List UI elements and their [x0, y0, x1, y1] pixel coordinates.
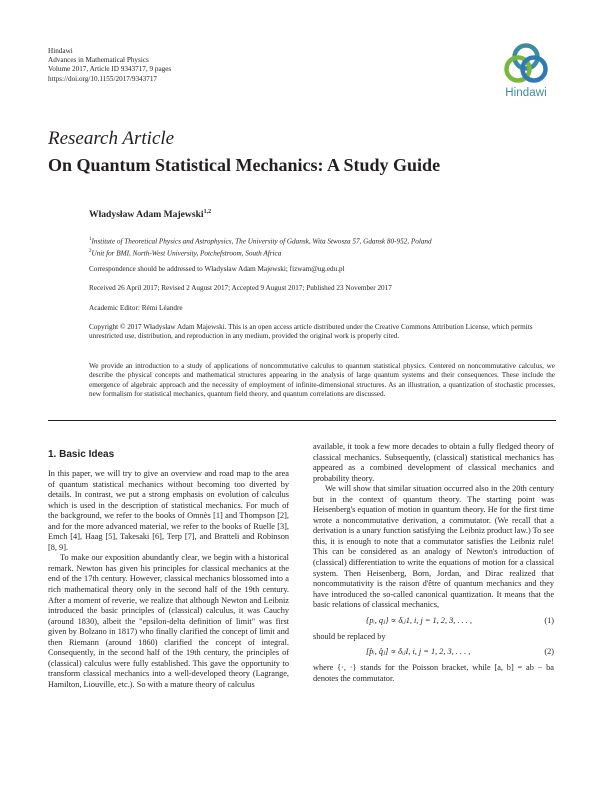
section-heading: 1. Basic Ideas — [48, 449, 115, 460]
academic-editor: Academic Editor: Rémi Léandre — [89, 304, 183, 312]
affiliation-1-text: Institute of Theoretical Physics and Astrophysics, The University of Gdansk, Wita Stwosza 57, Gdansk 80-952, Poland — [91, 237, 432, 246]
equation-1-body: {pᵢ, qⱼ} ∝ δᵢⱼ1, i, j = 1, 2, 3, . . . , — [366, 615, 472, 625]
affiliation-1 — [89, 235, 555, 247]
equation-1-number: (1) — [544, 615, 554, 625]
publisher-name: Hindawi — [48, 47, 73, 55]
paragraph: In this paper, we will try to give an overview and road map to the area of quantum statistical mechanics without becoming too diverted by details. In contrast, we put a strong emphasis on evolution of calculus which is used in the description of statistical mechanics. For much of the background, we refer to the books of Omnès [1] and Thompson [2], and for the more advanced material, we refer to the books of Ruelle [3], Emch [4], Haag [5], Takesaki [6], Terp [7], and Bratteli and Robinson [8, 9]. — [48, 469, 289, 552]
article-title: On Quantum Statistical Mechanics: A Study Guide — [48, 155, 441, 175]
equation-1 — [313, 611, 554, 632]
affiliation-2-text: Unit for BMI, North-West University, Potchefstroom, South Africa — [91, 249, 282, 258]
history-dates: Received 26 April 2017; Revised 2 August 2017; Accepted 9 August 2017; Published 23 November 2017 — [89, 284, 392, 292]
left-column — [48, 469, 289, 690]
right-column — [313, 442, 554, 684]
paragraph: available, it took a few more decades to obtain a fully fledged theory of classical mechanics. Subsequently, (classical) statistical mechanics has appeared as a combined development of classical mechanics and probability theory. — [313, 442, 554, 483]
doi-link[interactable]: https://doi.org/10.1155/2017/9343717 — [48, 74, 158, 83]
equation-2 — [313, 642, 554, 663]
equation-2-body: [p̂ᵢ, q̂ⱼ] ∝ δᵢⱼI, i, j = 1, 2, 3, . . . , — [366, 647, 471, 657]
copyright-notice: Copyright © 2017 Władysław Adam Majewski. This is an open access article distributed under the Creative Commons Attribution License, which permits unrestricted use, distribution, and reproduction in any medium, provided the original work is properly cited. — [89, 323, 533, 341]
article-type: Research Article — [48, 128, 175, 149]
paragraph: To make our exposition abundantly clear, we begin with a historical remark. Newton has given his principles for classical mechanics at the end of the 17th century. However, classical mechanics blossomed into a rich mathematical theory only in the second half of the 19th century. After a moment of reverie, we realize that although Newton and Leibniz introduced the basic principles of (classical) calculus, it was Cauchy (around 1830), albeit the "epsilon-delta definition of limit" was first given by Bolzano in 1817) who finally clarified the concept of limit and then Riemann (around 1860) clarified the concept of integral. Consequently, in the second half of the 19th century, the principles of (classical) calculus were fully established. This gave the opportunity to transform classical mechanics into a well-developed theory (Lagrange, Hamilton, Liouville, etc.). So with a mature theory of calculus — [48, 553, 289, 689]
affiliation-2-mark: 2 — [89, 248, 92, 254]
journal-meta — [48, 47, 171, 84]
abstract: We provide an introduction to a study of applications of noncommutative calculus to quantum statistical physics. Centered on noncommutative calculus, we describe the physical concepts and mathematical structures appearing in the analysis of large quantum systems and their consequences. These include the emergence of algebraic approach and the necessity of employment of infinite-dimensional structures. As an illustration, a quantization of stochastic processes, new formalism for statistical mechanics, quantum field theory, and quantum correlations are discussed. — [89, 362, 555, 399]
equation-2-number: (2) — [544, 647, 554, 657]
affiliation-2 — [89, 247, 555, 259]
affiliations — [89, 235, 555, 259]
equation-connector: should be replaced by — [313, 631, 386, 641]
author-line — [89, 209, 211, 220]
correspondence: Correspondence should be addressed to Władysław Adam Majewski; fizwam@ug.edu.pl — [89, 265, 345, 273]
section-divider — [48, 420, 556, 421]
volume-line: Volume 2017, Article ID 9343717, 9 pages — [48, 65, 172, 74]
affiliation-1-mark: 1 — [89, 237, 92, 242]
hindawi-logo — [496, 40, 556, 106]
logo-wordmark: Hindawi — [505, 87, 547, 99]
paragraph: We will show that similar situation occurred also in the 20th century but in the context of quantum theory. The starting point was Heisenberg's equation of motion in quantum theory. He for the first time wrote a noncommutative derivation, a commutator. (We recall that a derivation is a unary function satisfying the Leibniz product law.) To see this, it is enough to note that a commutator satisfies the Leibniz rule! This can be considered as an analogy of Newton's introduction of (classical) differentiation to write the equations of motion for a classical system. Then Heisenberg, Born, Jordan, and Dirac realized that noncommutativity is the raison d'être of quantum mechanics and they have introduced the so-called canonical quantization. It means that the basic relations of classical mechanics, — [313, 484, 554, 610]
paragraph: where {·, ·} stands for the Poisson bracket, while [a, b] = ab − ba denotes the commutator. — [313, 663, 554, 683]
author-name: Władysław Adam Majewski — [89, 209, 204, 221]
hindawi-logo-icon — [503, 40, 549, 86]
journal-name: Advances in Mathematical Physics — [48, 56, 149, 65]
author-affiliation-marks: 1,2 — [203, 209, 212, 215]
